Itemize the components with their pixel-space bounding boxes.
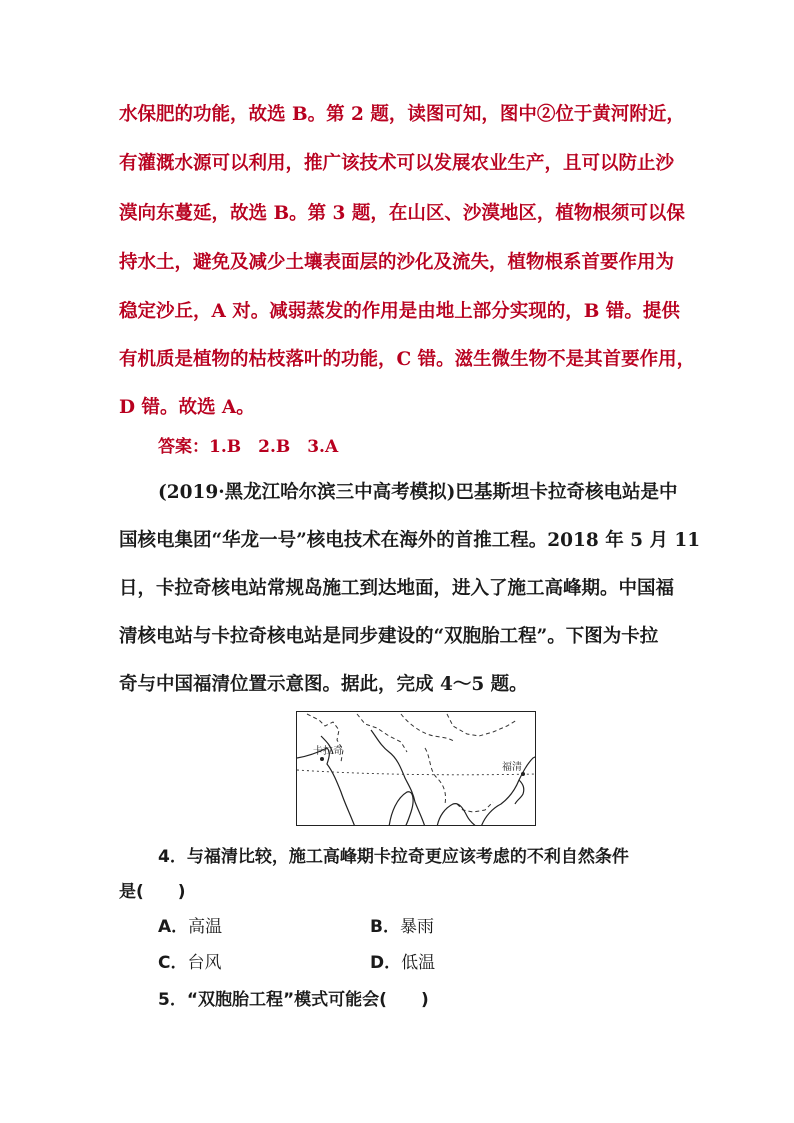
option-b: B．暴雨 <box>370 917 434 937</box>
karachi-marker <box>320 757 324 761</box>
karachi-label: 卡拉奇 <box>313 746 343 757</box>
option-a: A．高温 <box>158 917 223 937</box>
question-4-stem: 4．与福清比较，施工高峰期卡拉奇更应该考虑的不利自然条件 <box>158 847 629 867</box>
border-line <box>447 714 517 736</box>
fuqing-label: 福清 <box>502 762 522 773</box>
explanation-line: 有灌溉水源可以利用，推广该技术可以发展农业生产，且可以防止沙 <box>119 153 675 174</box>
answer-line: 答案：1.B 2.B 3.A <box>158 437 339 457</box>
coastline <box>515 780 524 804</box>
explanation-line: 持水土，避免及减少土壤表面层的沙化及流失，植物根系首要作用为 <box>119 252 675 273</box>
explanation-line: 水保肥的功能，故选 B。第 2 题，读图可知，图中②位于黄河附近， <box>119 104 685 125</box>
border-line <box>401 714 455 742</box>
explanation-line: D 错。故选 A。 <box>119 397 255 418</box>
coastline <box>371 730 425 826</box>
location-map <box>296 711 536 826</box>
explanation-line: 有机质是植物的枯枝落叶的功能，C 错。滋生微生物不是其首要作用， <box>119 349 696 370</box>
option-d: D．低温 <box>370 953 436 973</box>
explanation-line: 稳定沙丘，A 对。减弱蒸发的作用是由地上部分实现的，B 错。提供 <box>119 301 680 322</box>
passage-line: 日，卡拉奇核电站常规岛施工到达地面，进入了施工高峰期。中国福 <box>119 578 675 599</box>
coastline <box>297 748 355 826</box>
passage-line: 清核电站与卡拉奇核电站是同步建设的“双胞胎工程”。下图为卡拉 <box>119 626 659 647</box>
map-drawing <box>297 712 536 826</box>
border-line <box>425 748 446 804</box>
question-4-stem-cont: 是( ) <box>119 882 186 902</box>
option-c: C．台风 <box>158 953 222 973</box>
border-line <box>357 714 407 752</box>
passage-line: 奇与中国福清位置示意图。据此，完成 4～5 题。 <box>119 674 528 695</box>
explanation-line: 漠向东蔓延，故选 B。第 3 题，在山区、沙漠地区，植物根须可以保 <box>119 203 685 224</box>
coastline <box>437 804 477 826</box>
passage-line: 国核电集团“华龙一号”核电技术在海外的首推工程。2018 年 5 月 11 <box>119 530 701 551</box>
border-line <box>457 802 493 812</box>
question-5-stem: 5．“双胞胎工程”模式可能会( ) <box>158 990 429 1010</box>
coastline <box>389 792 413 826</box>
passage-line: (2019·黑龙江哈尔滨三中高考模拟)巴基斯坦卡拉奇核电站是中 <box>158 482 678 503</box>
